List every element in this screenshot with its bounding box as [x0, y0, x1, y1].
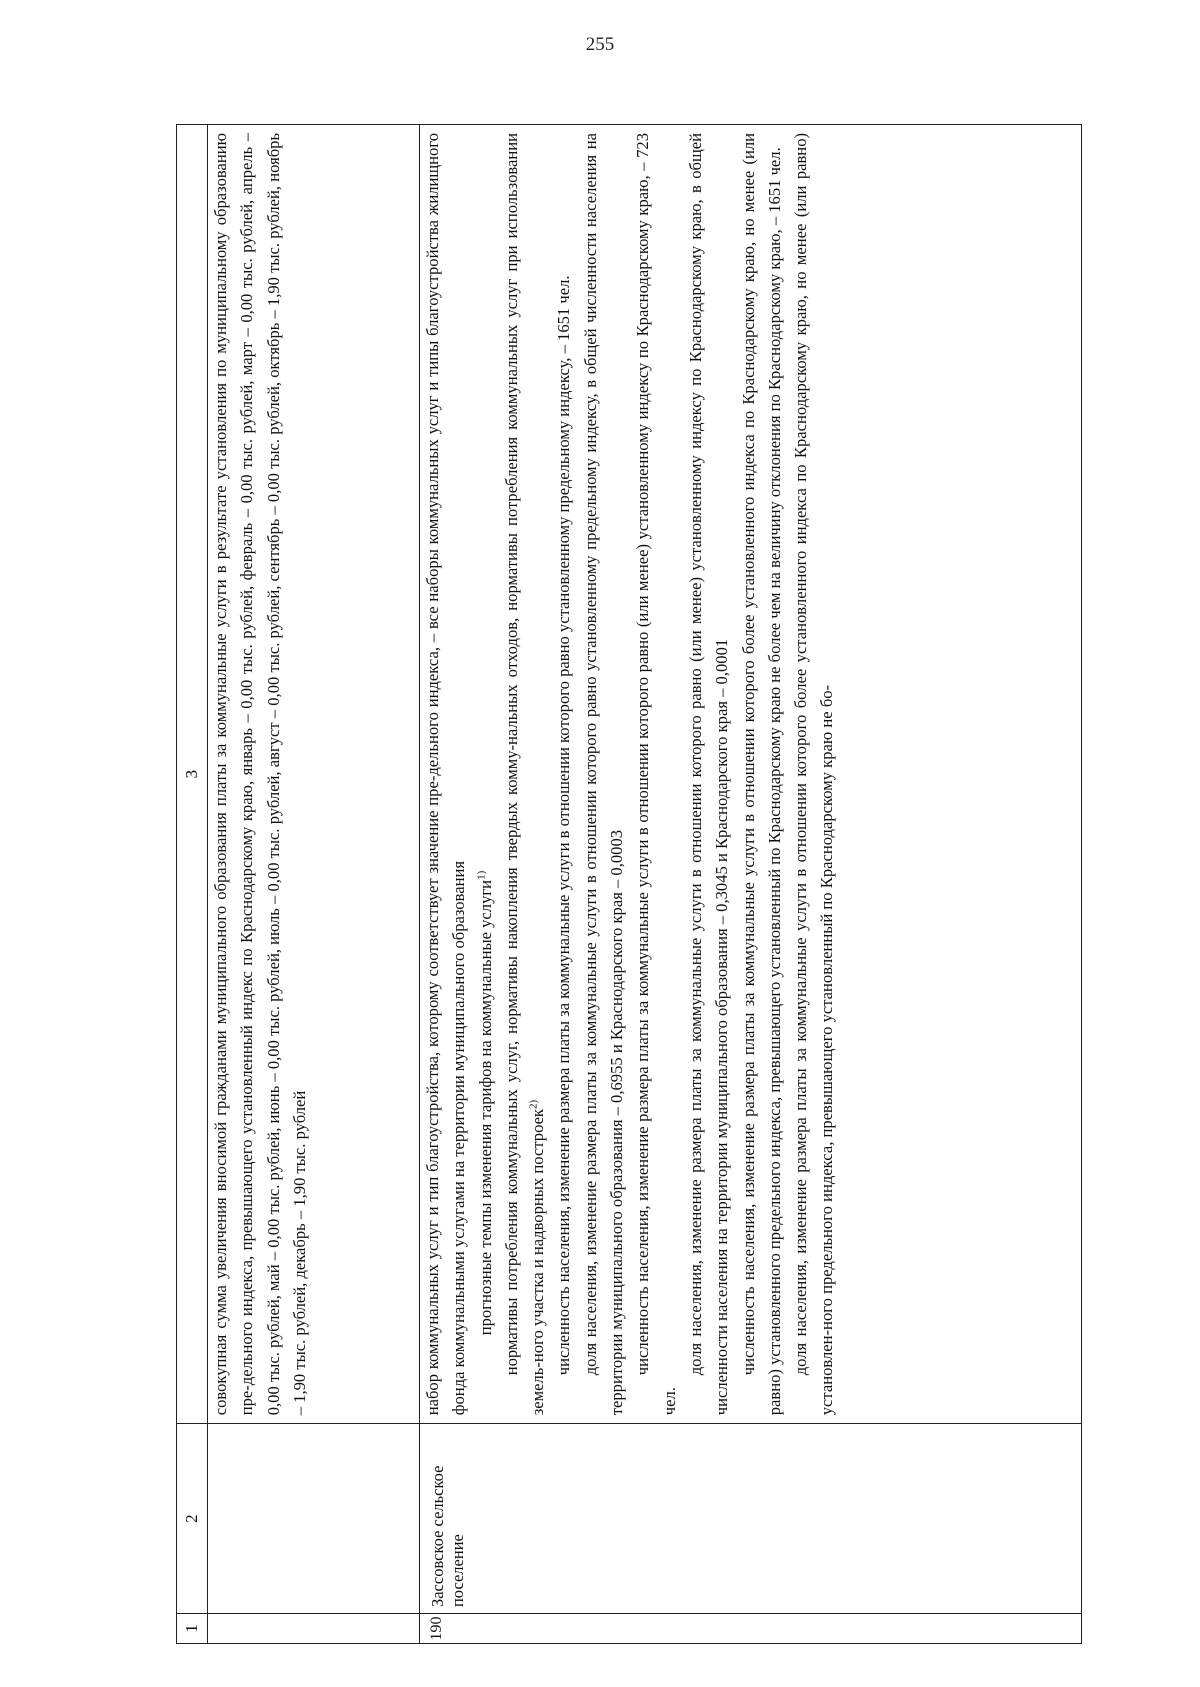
row-number [208, 1613, 419, 1643]
row-description [420, 125, 1081, 1423]
paragraph: доля населения, изменение размера платы за коммунальные услуги в отношении которого более установленного индекса по Краснодарскому краю, но менее (или равно) установлен-ного предельного индекса, превышающего установленный по Краснодарскому краю не бо- [791, 132, 837, 1416]
row-name [208, 1423, 419, 1613]
paragraph-text: нормативы потребления коммунальных услуг, нормативы накопления твердых комму-нальных отходов, нормативы потребления коммунальных услуг при использовании земель-ного участка и надворных построек [501, 132, 548, 1416]
paragraph: численность населения, изменение размера платы за коммунальные услуги в отношении которого более установленного индекса по Краснодарскому краю, но менее (или равно) установленного предельного индекса, превышающего установленный по Краснодарскому краю не более чем на величину отклонения по Краснодарскому краю, – 1651 чел. [738, 132, 784, 1416]
row-name: Зассовское сельское поселение [420, 1423, 1081, 1613]
page-number: 255 [585, 34, 615, 55]
paragraph: набор коммунальных услуг и тип благоустройства, которому соответствует значение пре-дельного индекса, – все наборы коммунальных услуг и типы благоустройства жилищного фонда коммунальными услугами на территории муниципального образования [423, 132, 469, 1416]
paragraph: совокупная сумма увеличения вносимой гражданами муниципального образования платы за коммунальные услуги в результате установления по муниципальному образованию пре-дельного индекса, превышающего установленный индекс по Краснодарскому краю, январь – 0,00 тыс. рублей, февраль – 0,00 тыс. рублей, март – 0,00 тыс. рублей, апрель – 0,00 тыс. рублей, май – 0,00 тыс. рублей, июнь – 0,00 тыс. рублей, июль – 0,00 тыс. рублей, август – 0,00 тыс. рублей, сентябрь – 0,00 тыс. рублей, октябрь – 1,90 тыс. рублей, ноябрь – 1,90 тыс. рублей, декабрь – 1,90 тыс. рублей [211, 132, 309, 1416]
table-row [208, 124, 420, 1644]
rotated-table [176, 122, 1084, 1644]
paragraph: доля населения, изменение размера платы за коммунальные услуги в отношении которого равно (или менее) установленному индексу по Краснодарскому краю, в общей численности населения на территории муниципального образования – 0,3045 и Краснодарского края – 0,0001 [685, 132, 732, 1416]
paragraph: численность населения, изменение размера платы за коммунальные услуги в отношении которого равно (или менее) установленному индексу по Краснодарскому краю, – 723 чел. [633, 132, 679, 1416]
header-col-1: 1 [177, 1613, 207, 1643]
paragraph: доля населения, изменение размера платы за коммунальные услуги в отношении которого равно установленному предельному индексу, в общей численности населения на территории муниципального образования – 0,6955 и Краснодарского края – 0,0003 [580, 132, 627, 1416]
paragraph [473, 133, 499, 1415]
row-description [208, 125, 419, 1423]
paragraph: численность населения, изменение размера платы за коммунальные услуги в отношении которого равно установленному предельному индексу, – 1651 чел. [554, 275, 574, 1376]
table-header [176, 124, 208, 1644]
header-col-3: 3 [182, 769, 201, 779]
footnote-mark: 2) [527, 1099, 540, 1109]
row-number: 190 [420, 1613, 1081, 1643]
header-col-2: 2 [177, 1423, 207, 1613]
footnote-mark: 1) [475, 870, 488, 880]
paragraph-text: прогнозные темпы изменения тарифов на коммунальные услуги [475, 879, 495, 1336]
table-row [420, 124, 1082, 1644]
paragraph [499, 133, 552, 1415]
